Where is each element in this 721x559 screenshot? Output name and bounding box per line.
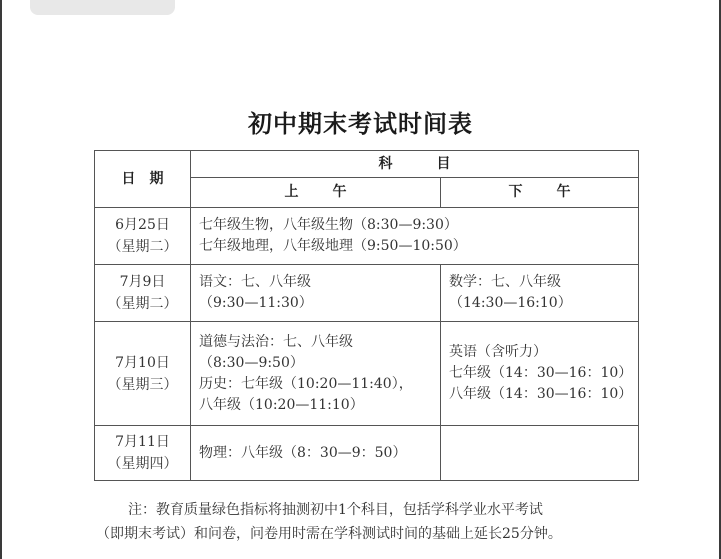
document-title: 初中期末考试时间表 xyxy=(248,109,473,138)
weekday-text: （星期四） xyxy=(107,456,178,472)
header-morning-cell xyxy=(191,178,441,208)
header-date-label: 日期 xyxy=(121,170,178,187)
exam-line: （9:30—11:30） xyxy=(199,295,313,311)
exam-cell-afternoon xyxy=(441,265,639,322)
exam-line: 物理：八年级（8：30—9：50） xyxy=(199,444,407,461)
date-cell xyxy=(95,322,191,426)
date-text: 7月10日 xyxy=(115,354,170,371)
exam-line: 历史：七年级（10:20—11:40）， xyxy=(199,375,413,392)
weekday-text: （星期二） xyxy=(107,239,178,255)
date-text: 6月25日 xyxy=(115,217,170,233)
table-row xyxy=(95,322,639,426)
exam-line: （14:30—16:10） xyxy=(449,295,572,311)
table-row xyxy=(95,426,639,481)
table-row xyxy=(95,265,639,322)
exam-cell-afternoon xyxy=(441,426,639,481)
header-morning-label: 上午 xyxy=(284,184,381,200)
exam-line: 英语（含听力） xyxy=(449,344,547,360)
exam-line: （8:30—9:50） xyxy=(199,354,304,371)
exam-line: 七年级地理，八年级地理（9:50—10:50） xyxy=(199,238,467,254)
header-afternoon-cell xyxy=(441,178,639,208)
exam-line: 道德与法治：七、八年级 xyxy=(199,333,353,350)
left-border xyxy=(0,0,2,559)
table-row xyxy=(95,208,639,265)
header-row-top xyxy=(95,151,639,178)
exam-line: 七年级生物，八年级生物（8:30—9:30） xyxy=(199,217,458,233)
header-afternoon-label: 下午 xyxy=(508,184,605,200)
weekday-text: （星期二） xyxy=(107,296,178,312)
header-subject-label: 科目 xyxy=(378,155,495,172)
weekday-text: （星期三） xyxy=(107,376,178,393)
exam-cell-morning xyxy=(191,426,441,481)
exam-cell-afternoon xyxy=(441,322,639,426)
exam-line: 八年级（10:20—11:10） xyxy=(199,396,364,413)
exam-line: 七年级（14：30—16：10） xyxy=(449,365,633,381)
exam-line: 数学：七、八年级 xyxy=(449,274,561,290)
exam-cell-morning xyxy=(191,265,441,322)
exam-line: 八年级（14：30—16：10） xyxy=(449,386,633,402)
date-text: 7月11日 xyxy=(115,434,170,450)
date-cell xyxy=(95,265,191,322)
date-text: 7月9日 xyxy=(119,274,166,290)
footnote-line-2: （即期末考试）和问卷，问卷用时需在学科测试时间的基础上延长25分钟。 xyxy=(96,526,562,542)
date-cell xyxy=(95,208,191,265)
header-subject-cell xyxy=(191,151,639,178)
header-date-cell xyxy=(95,151,191,208)
date-cell xyxy=(95,426,191,481)
exam-cell-morning xyxy=(191,322,441,426)
exam-schedule-table xyxy=(94,150,639,481)
exam-cell-full xyxy=(191,208,639,265)
top-tab-strip xyxy=(30,0,175,15)
footnote xyxy=(96,498,670,546)
exam-line: 语文：七、八年级 xyxy=(199,274,311,290)
footnote-line-1: 注：教育质量绿色指标将抽测初中1个科目，包括学科学业水平考试 xyxy=(128,502,543,518)
